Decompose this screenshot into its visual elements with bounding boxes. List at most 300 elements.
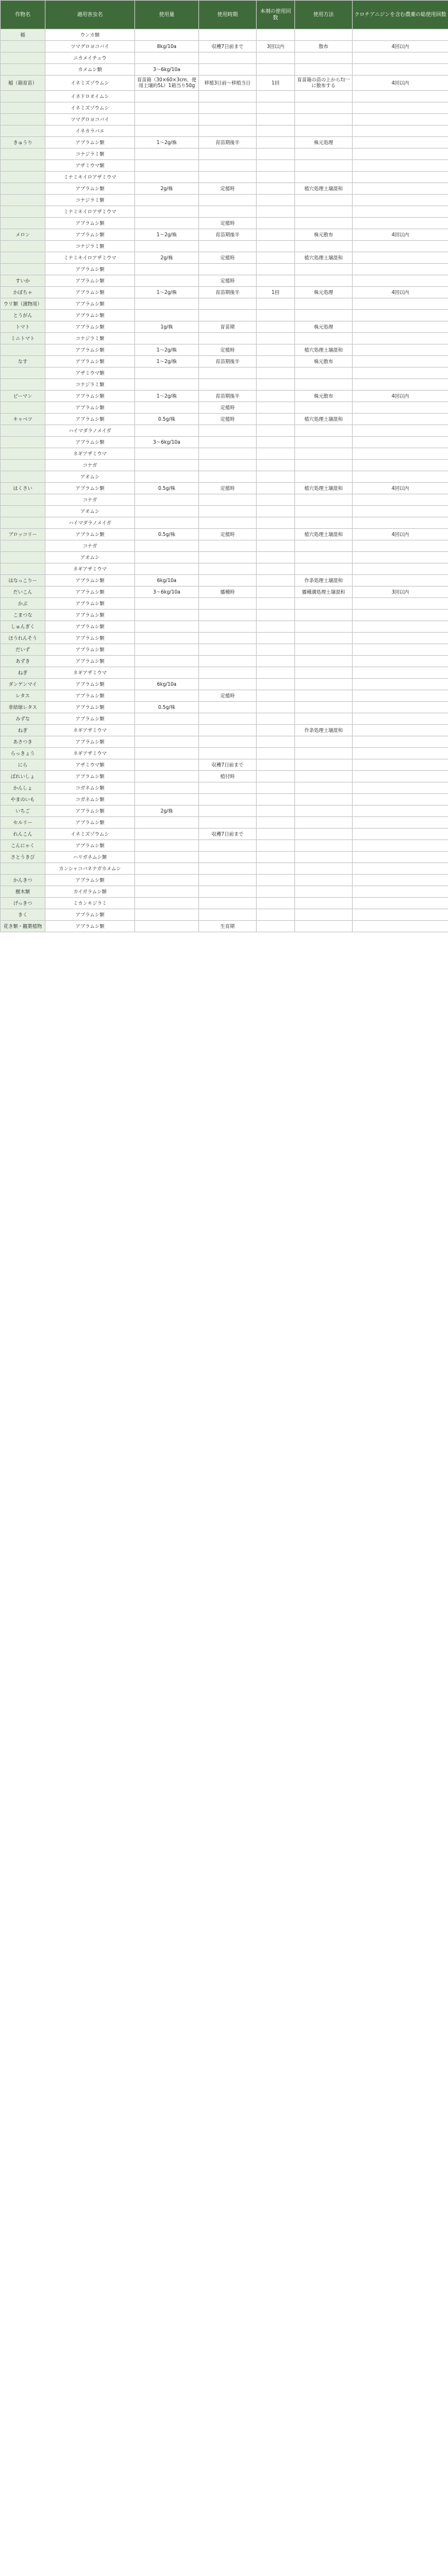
cell-amount: 6kg/10a (135, 678, 199, 690)
cell-crop (1, 563, 45, 574)
cell-total-count: 4回以内 (353, 528, 448, 540)
cell-pest: アブラムシ類 (45, 344, 135, 355)
cell-amount: 3〜6kg/10a (135, 436, 199, 448)
cell-amount: 1g/株 (135, 321, 199, 332)
cell-pest: アブラムシ類 (45, 229, 135, 240)
cell-pest: アブラムシ類 (45, 690, 135, 701)
table-row (1, 851, 448, 863)
cell-crop (1, 436, 45, 448)
cell-total-count (353, 194, 448, 206)
cell-crop (1, 401, 45, 413)
cell-total-count (353, 563, 448, 574)
cell-crop: ダンゲンマイ (1, 678, 45, 690)
cell-method (295, 171, 353, 182)
cell-method (295, 148, 353, 159)
cell-timing: 定植時 (199, 482, 257, 494)
cell-count (257, 805, 295, 816)
cell-amount (135, 816, 199, 828)
cell-crop (1, 182, 45, 194)
cell-crop: 花き類・観葉植物 (1, 920, 45, 932)
cell-timing (199, 425, 257, 436)
cell-count (257, 64, 295, 76)
cell-total-count (353, 782, 448, 793)
cell-pest: アブラムシ類 (45, 263, 135, 275)
cell-timing (199, 609, 257, 620)
cell-total-count (353, 355, 448, 367)
cell-count (257, 678, 295, 690)
cell-pest: アオムシ (45, 471, 135, 482)
cell-crop (1, 148, 45, 159)
cell-total-count: 4回以内 (353, 229, 448, 240)
cell-amount (135, 667, 199, 678)
cell-count (257, 655, 295, 667)
pesticide-usage-table (0, 0, 448, 932)
cell-timing (199, 713, 257, 724)
cell-count: 1回 (257, 286, 295, 298)
cell-pest: アブラムシ類 (45, 713, 135, 724)
cell-total-count (353, 136, 448, 148)
cell-pest: ニカメイチュウ (45, 53, 135, 64)
cell-amount (135, 863, 199, 874)
cell-timing: 定植時 (199, 690, 257, 701)
cell-crop: かんきつ (1, 874, 45, 886)
cell-amount (135, 194, 199, 206)
cell-crop: かぼちゃ (1, 286, 45, 298)
cell-method (295, 159, 353, 171)
cell-total-count (353, 667, 448, 678)
table-row (1, 344, 448, 355)
cell-method (295, 378, 353, 390)
cell-pest: アブラムシ類 (45, 701, 135, 713)
cell-amount (135, 29, 199, 41)
cell-amount (135, 517, 199, 528)
cell-pest: アブラムシ類 (45, 644, 135, 655)
cell-crop (1, 41, 45, 53)
cell-count (257, 321, 295, 332)
cell-method: 作条処理土壌混和 (295, 574, 353, 586)
cell-timing: 育苗期後半 (199, 229, 257, 240)
cell-method (295, 897, 353, 909)
table-row (1, 828, 448, 839)
cell-crop (1, 53, 45, 64)
cell-count (257, 355, 295, 367)
cell-total-count (353, 309, 448, 321)
cell-count (257, 367, 295, 378)
cell-timing (199, 793, 257, 805)
cell-pest: カンシャコバネナガカメムシ (45, 863, 135, 874)
cell-crop (1, 471, 45, 482)
cell-pest: コナガ (45, 459, 135, 471)
table-row (1, 574, 448, 586)
cell-total-count (353, 678, 448, 690)
cell-count (257, 263, 295, 275)
cell-count (257, 275, 295, 286)
cell-method (295, 551, 353, 563)
cell-count (257, 471, 295, 482)
cell-amount: 0.5g/株 (135, 413, 199, 425)
cell-timing (199, 206, 257, 217)
table-row (1, 563, 448, 574)
cell-total-count (353, 125, 448, 136)
cell-timing (199, 298, 257, 309)
cell-count (257, 886, 295, 897)
cell-method: 植穴処理土壌混和 (295, 482, 353, 494)
cell-total-count (353, 793, 448, 805)
cell-count (257, 713, 295, 724)
cell-timing (199, 667, 257, 678)
cell-total-count (353, 413, 448, 425)
cell-total-count (353, 736, 448, 747)
cell-crop: みずな (1, 713, 45, 724)
cell-crop (1, 540, 45, 551)
cell-total-count (353, 252, 448, 263)
table-row (1, 494, 448, 505)
cell-count (257, 736, 295, 747)
cell-timing (199, 90, 257, 102)
cell-count (257, 413, 295, 425)
cell-timing (199, 551, 257, 563)
cell-total-count (353, 240, 448, 252)
cell-total-count (353, 632, 448, 644)
cell-pest: イネミズゾウムシ (45, 828, 135, 839)
table-row (1, 713, 448, 724)
cell-pest: ツマグロヨコバイ (45, 113, 135, 125)
cell-pest: アブラムシ類 (45, 413, 135, 425)
table-row (1, 770, 448, 782)
cell-amount (135, 217, 199, 229)
cell-amount (135, 298, 199, 309)
cell-crop (1, 448, 45, 459)
cell-method (295, 920, 353, 932)
cell-amount (135, 102, 199, 113)
cell-crop: ねぎ (1, 724, 45, 736)
cell-amount: 1〜2g/株 (135, 344, 199, 355)
cell-timing (199, 574, 257, 586)
cell-pest: アブラムシ類 (45, 839, 135, 851)
cell-crop: すいか (1, 275, 45, 286)
cell-total-count (353, 828, 448, 839)
cell-method (295, 240, 353, 252)
cell-count (257, 182, 295, 194)
cell-total-count (353, 920, 448, 932)
cell-count (257, 920, 295, 932)
cell-crop: セルリー (1, 816, 45, 828)
cell-pest: アブラムシ類 (45, 736, 135, 747)
cell-timing: 収穫7日前まで (199, 828, 257, 839)
cell-count (257, 206, 295, 217)
cell-total-count (353, 597, 448, 609)
cell-total-count (353, 436, 448, 448)
table-row (1, 897, 448, 909)
cell-crop: 非結球レタス (1, 701, 45, 713)
cell-amount (135, 148, 199, 159)
cell-pest: コナジラミ類 (45, 240, 135, 252)
cell-method (295, 194, 353, 206)
cell-count (257, 102, 295, 113)
cell-method: 植穴処理土壌混和 (295, 344, 353, 355)
cell-crop: いちご (1, 805, 45, 816)
cell-amount (135, 159, 199, 171)
cell-amount (135, 874, 199, 886)
header-amount: 使用量 (135, 1, 199, 29)
cell-amount: 0.5g/株 (135, 482, 199, 494)
cell-amount: 0.5g/株 (135, 701, 199, 713)
cell-pest: アザミウマ類 (45, 367, 135, 378)
cell-timing (199, 29, 257, 41)
cell-total-count (353, 701, 448, 713)
cell-pest: ミナミキイロアザミウマ (45, 252, 135, 263)
cell-count (257, 113, 295, 125)
table-row (1, 252, 448, 263)
cell-pest: ミカンキジラミ (45, 897, 135, 909)
table-row (1, 920, 448, 932)
cell-amount: 育苗箱（30×60×3cm、使用土壌約5L）1箱当り50g (135, 76, 199, 91)
cell-method (295, 448, 353, 459)
table-row (1, 321, 448, 332)
cell-crop: かんしょ (1, 782, 45, 793)
cell-crop (1, 171, 45, 182)
cell-count (257, 494, 295, 505)
cell-total-count (353, 620, 448, 632)
cell-timing (199, 309, 257, 321)
cell-method (295, 217, 353, 229)
cell-amount (135, 448, 199, 459)
cell-pest: カメムシ類 (45, 64, 135, 76)
cell-timing (199, 125, 257, 136)
cell-pest: ネギアザミウマ (45, 667, 135, 678)
table-row (1, 229, 448, 240)
cell-method (295, 839, 353, 851)
cell-amount: 6kg/10a (135, 574, 199, 586)
cell-count (257, 563, 295, 574)
cell-pest: アブラムシ類 (45, 816, 135, 828)
cell-total-count (353, 159, 448, 171)
table-row (1, 701, 448, 713)
cell-method (295, 632, 353, 644)
cell-amount (135, 655, 199, 667)
cell-method: 播種溝処理土壌混和 (295, 586, 353, 597)
cell-amount (135, 851, 199, 863)
cell-total-count (353, 378, 448, 390)
cell-timing (199, 874, 257, 886)
cell-count (257, 747, 295, 759)
cell-crop: にら (1, 759, 45, 770)
table-row (1, 597, 448, 609)
cell-count (257, 390, 295, 401)
cell-amount (135, 125, 199, 136)
cell-method (295, 782, 353, 793)
cell-crop: ウリ類（漬物用） (1, 298, 45, 309)
cell-amount (135, 505, 199, 517)
cell-crop (1, 90, 45, 102)
cell-amount: 2g/株 (135, 252, 199, 263)
cell-pest: コナジラミ類 (45, 332, 135, 344)
cell-count (257, 667, 295, 678)
cell-total-count (353, 574, 448, 586)
cell-timing (199, 448, 257, 459)
cell-method (295, 655, 353, 667)
cell-total-count (353, 747, 448, 759)
cell-method (295, 113, 353, 125)
cell-timing (199, 724, 257, 736)
cell-method (295, 471, 353, 482)
cell-count (257, 240, 295, 252)
cell-pest: ハリガネムシ類 (45, 851, 135, 863)
cell-crop: はなっこりー (1, 574, 45, 586)
table-row (1, 76, 448, 91)
cell-timing (199, 505, 257, 517)
cell-method (295, 759, 353, 770)
cell-pest: コナジラミ類 (45, 378, 135, 390)
cell-total-count (353, 148, 448, 159)
cell-total-count (353, 263, 448, 275)
table-row (1, 309, 448, 321)
cell-timing (199, 782, 257, 793)
cell-total-count (353, 505, 448, 517)
cell-total-count: 4回以内 (353, 390, 448, 401)
cell-crop: トマト (1, 321, 45, 332)
cell-method (295, 805, 353, 816)
table-row (1, 736, 448, 747)
cell-timing (199, 540, 257, 551)
cell-crop: こまつな (1, 609, 45, 620)
cell-method (295, 332, 353, 344)
cell-amount (135, 401, 199, 413)
table-header (1, 1, 448, 29)
table-row (1, 113, 448, 125)
cell-method (295, 793, 353, 805)
cell-pest: イネミズゾウムシ (45, 76, 135, 91)
cell-crop: ねぎ (1, 667, 45, 678)
cell-pest: アブラムシ類 (45, 609, 135, 620)
cell-count (257, 828, 295, 839)
cell-pest: コナガ (45, 540, 135, 551)
table-row (1, 194, 448, 206)
cell-timing: 植付時 (199, 770, 257, 782)
cell-count (257, 171, 295, 182)
cell-crop (1, 505, 45, 517)
cell-amount (135, 471, 199, 482)
cell-method: 株元処理 (295, 321, 353, 332)
header-pest: 適用害虫名 (45, 1, 135, 29)
cell-crop (1, 494, 45, 505)
cell-total-count: 4回以内 (353, 76, 448, 91)
header-timing: 使用時期 (199, 1, 257, 29)
cell-crop: ばれいしょ (1, 770, 45, 782)
cell-timing (199, 620, 257, 632)
cell-method (295, 770, 353, 782)
cell-timing (199, 113, 257, 125)
cell-timing (199, 494, 257, 505)
table-row (1, 586, 448, 597)
cell-timing (199, 816, 257, 828)
cell-crop: キャベツ (1, 413, 45, 425)
cell-crop: 稲（箱育苗） (1, 76, 45, 91)
cell-amount (135, 839, 199, 851)
table-row (1, 620, 448, 632)
cell-timing: 定植時 (199, 275, 257, 286)
cell-pest: アブラムシ類 (45, 182, 135, 194)
table-row (1, 64, 448, 76)
cell-amount (135, 551, 199, 563)
cell-pest: ネギアザミウマ (45, 448, 135, 459)
cell-total-count (353, 540, 448, 551)
cell-method (295, 690, 353, 701)
cell-method (295, 102, 353, 113)
cell-timing (199, 747, 257, 759)
cell-count (257, 425, 295, 436)
cell-total-count: 4回以内 (353, 482, 448, 494)
table-row (1, 378, 448, 390)
cell-total-count (353, 471, 448, 482)
cell-method (295, 263, 353, 275)
cell-pest: アブラムシ類 (45, 286, 135, 298)
cell-crop (1, 194, 45, 206)
cell-total-count (353, 551, 448, 563)
table-row (1, 909, 448, 920)
table-row (1, 482, 448, 494)
table-row (1, 401, 448, 413)
cell-pest: アザミウマ類 (45, 759, 135, 770)
cell-amount (135, 540, 199, 551)
cell-method: 植穴処理土壌混和 (295, 182, 353, 194)
cell-amount (135, 747, 199, 759)
cell-count (257, 29, 295, 41)
table-row (1, 505, 448, 517)
cell-count: 1回 (257, 76, 295, 91)
cell-timing: 播種時 (199, 586, 257, 597)
cell-timing (199, 655, 257, 667)
cell-count (257, 136, 295, 148)
cell-crop: かぶ (1, 597, 45, 609)
cell-pest: コナガ (45, 494, 135, 505)
cell-crop: だいこん (1, 586, 45, 597)
cell-method (295, 64, 353, 76)
cell-pest: アブラムシ類 (45, 678, 135, 690)
cell-amount (135, 367, 199, 378)
cell-count (257, 551, 295, 563)
table-row (1, 390, 448, 401)
cell-timing (199, 839, 257, 851)
cell-crop: げっきつ (1, 897, 45, 909)
cell-total-count (353, 874, 448, 886)
cell-method (295, 505, 353, 517)
cell-method (295, 828, 353, 839)
cell-timing (199, 678, 257, 690)
cell-timing (199, 897, 257, 909)
cell-amount (135, 171, 199, 182)
cell-method: 植穴処理土壌混和 (295, 413, 353, 425)
cell-crop (1, 64, 45, 76)
cell-timing (199, 53, 257, 64)
cell-crop (1, 159, 45, 171)
cell-method (295, 90, 353, 102)
cell-crop (1, 263, 45, 275)
cell-total-count (353, 816, 448, 828)
cell-total-count (353, 275, 448, 286)
cell-amount (135, 425, 199, 436)
cell-crop: 稲 (1, 29, 45, 41)
cell-method (295, 644, 353, 655)
cell-timing: 育苗期 (199, 321, 257, 332)
cell-crop: らっきょう (1, 747, 45, 759)
cell-pest: アブラムシ類 (45, 217, 135, 229)
cell-total-count (353, 425, 448, 436)
cell-amount (135, 378, 199, 390)
cell-crop (1, 252, 45, 263)
cell-timing: 定植時 (199, 528, 257, 540)
table-row (1, 793, 448, 805)
